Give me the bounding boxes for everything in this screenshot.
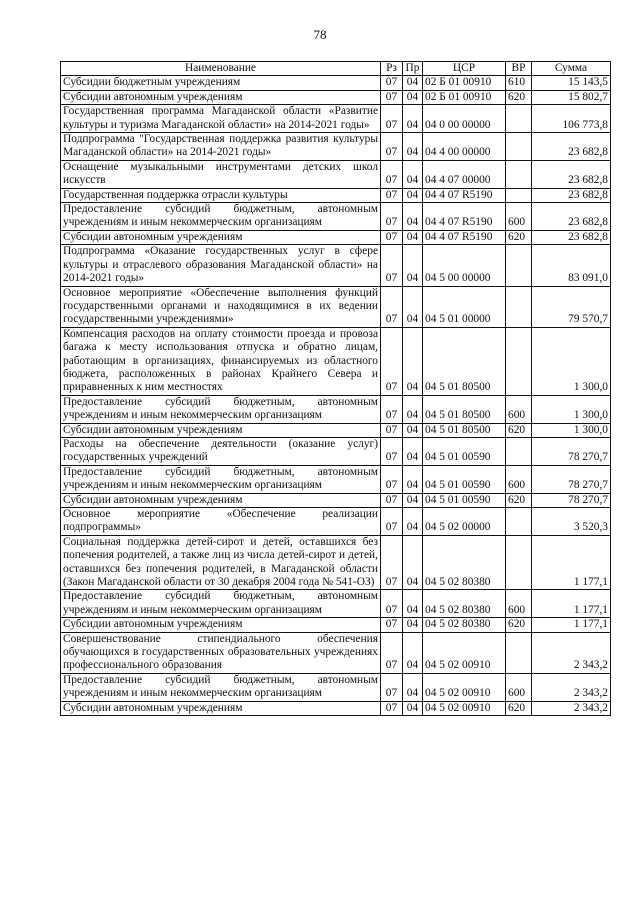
table-row [61, 632, 611, 673]
cell-pr: 04 [403, 437, 423, 465]
cell-vr: 600 [506, 673, 532, 701]
cell-rz: 07 [381, 590, 403, 618]
table-row [61, 76, 611, 90]
table-row [61, 535, 611, 590]
page-number: 78 [313, 27, 327, 42]
header-rz: Рз [381, 62, 403, 76]
cell-rz: 07 [381, 105, 403, 133]
cell-vr: 620 [506, 701, 532, 715]
cell-sum: 78 270,7 [532, 493, 611, 507]
cell-sum: 23 682,8 [532, 203, 611, 231]
cell-csr: 02 Б 01 00910 [423, 76, 506, 90]
cell-vr: 600 [506, 395, 532, 423]
cell-pr: 04 [403, 423, 423, 437]
table-row [61, 286, 611, 327]
cell-rz: 07 [381, 673, 403, 701]
cell-vr [506, 327, 532, 395]
cell-csr: 04 5 02 00910 [423, 673, 506, 701]
cell-name: Компенсация расходов на оплату стоимости проезда и провоза багажа к месту использования отпуска и обратно лицам, работающим в организациях, финансируемых из областного бюджета, расположенных в районах Крайнего Севера и приравненных к ним местностях [61, 327, 381, 395]
cell-vr [506, 105, 532, 133]
cell-pr: 04 [403, 76, 423, 90]
cell-pr: 04 [403, 327, 423, 395]
cell-csr: 04 4 07 R5190 [423, 230, 506, 244]
cell-sum: 79 570,7 [532, 286, 611, 327]
cell-sum: 1 300,0 [532, 327, 611, 395]
cell-name: Подпрограмма "Государственная поддержка развития культуры Магаданской области» на 2014-2021 годы» [61, 133, 381, 161]
cell-pr: 04 [403, 203, 423, 231]
cell-rz: 07 [381, 230, 403, 244]
cell-name: Государственная программа Магаданской области «Развитие культуры и туризма Магаданской области» на 2014-2021 годы» [61, 105, 381, 133]
table-row [61, 203, 611, 231]
cell-csr: 04 5 02 80380 [423, 590, 506, 618]
cell-csr: 04 4 07 R5190 [423, 188, 506, 202]
cell-name: Субсидии автономным учреждениям [61, 423, 381, 437]
cell-name: Субсидии бюджетным учреждениям [61, 76, 381, 90]
cell-rz: 07 [381, 327, 403, 395]
table-row [61, 230, 611, 244]
cell-sum: 15 802,7 [532, 90, 611, 104]
cell-name: Государственная поддержка отрасли культуры [61, 188, 381, 202]
cell-sum: 23 682,8 [532, 133, 611, 161]
table-row [61, 423, 611, 437]
table-row [61, 105, 611, 133]
cell-rz: 07 [381, 160, 403, 188]
table-row [61, 437, 611, 465]
cell-pr: 04 [403, 535, 423, 590]
cell-rz: 07 [381, 508, 403, 536]
cell-csr: 04 4 07 00000 [423, 160, 506, 188]
cell-rz: 07 [381, 632, 403, 673]
cell-csr: 04 5 01 80500 [423, 327, 506, 395]
cell-csr: 04 5 01 00000 [423, 286, 506, 327]
cell-name: Расходы на обеспечение деятельности (оказание услуг) государственных учреждений [61, 437, 381, 465]
table-row [61, 465, 611, 493]
cell-csr: 04 5 02 80380 [423, 535, 506, 590]
cell-name: Основное мероприятие «Обеспечение реализации подпрограммы» [61, 508, 381, 536]
cell-name: Оснащение музыкальными инструментами детских школ искусств [61, 160, 381, 188]
cell-vr [506, 286, 532, 327]
cell-pr: 04 [403, 395, 423, 423]
cell-pr: 04 [403, 230, 423, 244]
cell-pr: 04 [403, 160, 423, 188]
cell-pr: 04 [403, 701, 423, 715]
cell-rz: 07 [381, 535, 403, 590]
cell-vr [506, 535, 532, 590]
cell-pr: 04 [403, 133, 423, 161]
cell-csr: 04 5 02 00910 [423, 701, 506, 715]
cell-pr: 04 [403, 632, 423, 673]
cell-vr [506, 508, 532, 536]
cell-vr [506, 632, 532, 673]
table-row [61, 188, 611, 202]
cell-sum: 106 773,8 [532, 105, 611, 133]
table-row [61, 493, 611, 507]
header-name: Наименование [61, 62, 381, 76]
cell-name: Совершенствование стипендиального обеспечения обучающихся в государственных образовательных учреждениях профессионального образования [61, 632, 381, 673]
cell-pr: 04 [403, 188, 423, 202]
table-body [61, 76, 611, 716]
table-row [61, 160, 611, 188]
cell-csr: 04 5 00 00000 [423, 245, 506, 286]
cell-name: Социальная поддержка детей-сирот и детей, оставшихся без попечения родителей, а также лиц из числа детей-сирот и детей, оставшихся без попечения родителей, в Магаданской области (Закон Магаданской области от 30 декабря 2004 года № 541-ОЗ) [61, 535, 381, 590]
cell-name: Основное мероприятие «Обеспечение выполнения функций государственными органами и находящимися в их ведении государственными учреждениями» [61, 286, 381, 327]
cell-sum: 78 270,7 [532, 437, 611, 465]
cell-pr: 04 [403, 90, 423, 104]
cell-rz: 07 [381, 203, 403, 231]
cell-sum: 1 300,0 [532, 423, 611, 437]
cell-csr: 02 Б 01 00910 [423, 90, 506, 104]
cell-rz: 07 [381, 245, 403, 286]
cell-name: Субсидии автономным учреждениям [61, 230, 381, 244]
cell-rz: 07 [381, 493, 403, 507]
table-row [61, 673, 611, 701]
cell-rz: 07 [381, 423, 403, 437]
table-row [61, 508, 611, 536]
cell-sum: 1 300,0 [532, 395, 611, 423]
cell-sum: 23 682,8 [532, 188, 611, 202]
table-row [61, 701, 611, 715]
cell-csr: 04 5 01 00590 [423, 465, 506, 493]
cell-pr: 04 [403, 286, 423, 327]
cell-sum: 2 343,2 [532, 632, 611, 673]
cell-sum: 83 091,0 [532, 245, 611, 286]
table-row [61, 90, 611, 104]
cell-vr [506, 133, 532, 161]
cell-rz: 07 [381, 90, 403, 104]
cell-pr: 04 [403, 465, 423, 493]
cell-sum: 1 177,1 [532, 590, 611, 618]
cell-csr: 04 5 01 80500 [423, 395, 506, 423]
cell-pr: 04 [403, 673, 423, 701]
cell-vr: 620 [506, 230, 532, 244]
cell-csr: 04 5 01 00590 [423, 437, 506, 465]
cell-vr: 610 [506, 76, 532, 90]
cell-sum: 15 143,5 [532, 76, 611, 90]
cell-pr: 04 [403, 618, 423, 632]
cell-rz: 07 [381, 465, 403, 493]
cell-pr: 04 [403, 508, 423, 536]
header-csr: ЦСР [423, 62, 506, 76]
cell-csr: 04 5 02 80380 [423, 618, 506, 632]
cell-vr: 600 [506, 590, 532, 618]
budget-table [60, 61, 611, 716]
cell-vr: 600 [506, 465, 532, 493]
cell-vr: 600 [506, 203, 532, 231]
table-row [61, 618, 611, 632]
cell-rz: 07 [381, 701, 403, 715]
cell-sum: 3 520,3 [532, 508, 611, 536]
header-sum: Сумма [532, 62, 611, 76]
cell-rz: 07 [381, 437, 403, 465]
cell-csr: 04 4 07 R5190 [423, 203, 506, 231]
cell-vr: 620 [506, 90, 532, 104]
cell-pr: 04 [403, 493, 423, 507]
cell-name: Субсидии автономным учреждениям [61, 618, 381, 632]
cell-vr: 620 [506, 423, 532, 437]
cell-name: Предоставление субсидий бюджетным, автономным учреждениям и иным некоммерческим организациям [61, 465, 381, 493]
cell-csr: 04 5 02 00000 [423, 508, 506, 536]
cell-csr: 04 5 01 80500 [423, 423, 506, 437]
cell-rz: 07 [381, 188, 403, 202]
cell-sum: 78 270,7 [532, 465, 611, 493]
cell-sum: 23 682,8 [532, 230, 611, 244]
cell-pr: 04 [403, 105, 423, 133]
cell-rz: 07 [381, 286, 403, 327]
cell-sum: 23 682,8 [532, 160, 611, 188]
cell-csr: 04 4 00 00000 [423, 133, 506, 161]
cell-vr [506, 188, 532, 202]
header-pr: Пр [403, 62, 423, 76]
cell-pr: 04 [403, 590, 423, 618]
cell-sum: 2 343,2 [532, 673, 611, 701]
cell-rz: 07 [381, 76, 403, 90]
cell-rz: 07 [381, 395, 403, 423]
cell-sum: 1 177,1 [532, 618, 611, 632]
cell-vr [506, 245, 532, 286]
cell-name: Субсидии автономным учреждениям [61, 90, 381, 104]
cell-vr: 620 [506, 618, 532, 632]
cell-vr [506, 160, 532, 188]
cell-name: Предоставление субсидий бюджетным, автономным учреждениям и иным некоммерческим организациям [61, 590, 381, 618]
cell-sum: 1 177,1 [532, 535, 611, 590]
table-row [61, 133, 611, 161]
cell-rz: 07 [381, 618, 403, 632]
cell-name: Подпрограмма «Оказание государственных услуг в сфере культуры и отраслевого образования Магаданской области» на 2014-2021 годы» [61, 245, 381, 286]
cell-csr: 04 0 00 00000 [423, 105, 506, 133]
table-row [61, 327, 611, 395]
cell-name: Предоставление субсидий бюджетным, автономным учреждениям и иным некоммерческим организациям [61, 673, 381, 701]
cell-name: Предоставление субсидий бюджетным, автономным учреждениям и иным некоммерческим организациям [61, 203, 381, 231]
table-row [61, 590, 611, 618]
header-vr: ВР [506, 62, 532, 76]
table-header-row [61, 62, 611, 76]
cell-pr: 04 [403, 245, 423, 286]
cell-name: Субсидии автономным учреждениям [61, 493, 381, 507]
table-row [61, 395, 611, 423]
cell-vr [506, 437, 532, 465]
cell-name: Субсидии автономным учреждениям [61, 701, 381, 715]
cell-vr: 620 [506, 493, 532, 507]
cell-csr: 04 5 01 00590 [423, 493, 506, 507]
cell-csr: 04 5 02 00910 [423, 632, 506, 673]
table-row [61, 245, 611, 286]
cell-sum: 2 343,2 [532, 701, 611, 715]
cell-rz: 07 [381, 133, 403, 161]
cell-name: Предоставление субсидий бюджетным, автономным учреждениям и иным некоммерческим организациям [61, 395, 381, 423]
